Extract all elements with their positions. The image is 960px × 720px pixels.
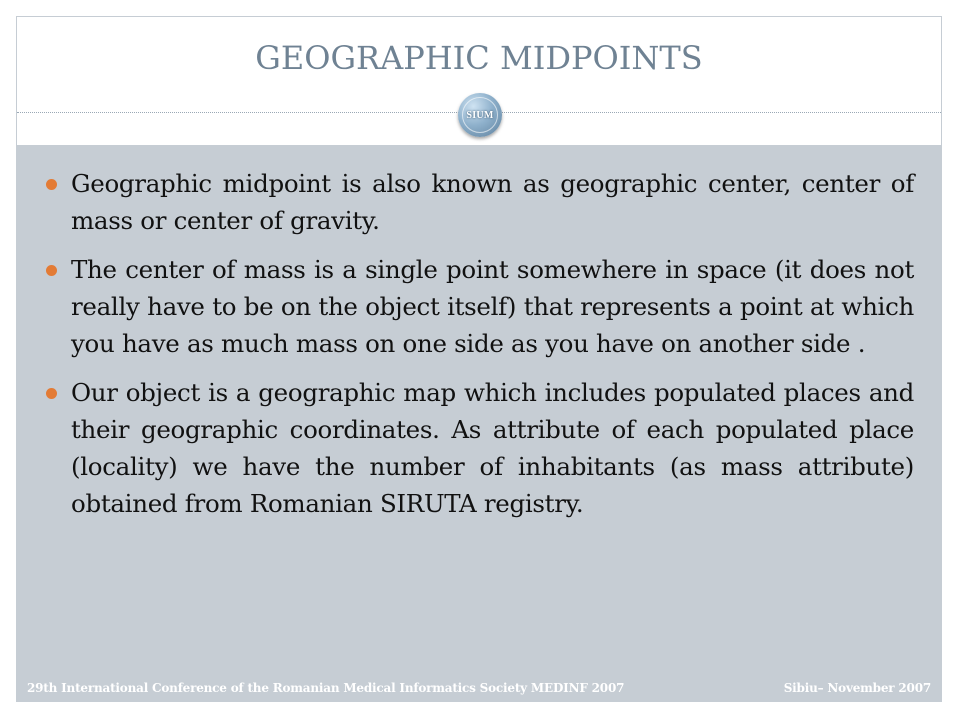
slide-title: GEOGRAPHIC MIDPOINTS: [255, 39, 703, 77]
footer-location-date: Sibiu– November 2007: [783, 681, 931, 695]
bullet-text: Our object is a geographic map which includes populated places and their geographic coordinates. As attribute of each populated place (locality) we have the number of inhabitants (as mass attribute) obtained from Romanian SIRUTA registry.: [71, 378, 914, 518]
bullet-item: [44, 374, 914, 522]
bullet-list: [44, 165, 914, 534]
footer-conference: 29th International Conference of the Romanian Medical Informatics Society MEDINF 2007: [27, 681, 625, 695]
footer-bar: [17, 676, 941, 702]
bullet-dot-icon: [46, 265, 57, 276]
bullet-text: The center of mass is a single point somewhere in space (it does not really have to be on the object itself) that represents a point at which you have as much mass on one side as you have on another side .: [71, 255, 914, 358]
sium-logo-badge: [458, 93, 502, 137]
badge-label: SIUM: [466, 109, 494, 121]
bullet-item: [44, 251, 914, 362]
bullet-item: [44, 165, 914, 239]
bullet-text: Geographic midpoint is also known as geographic center, center of mass or center of gravity.: [71, 169, 914, 235]
bullet-dot-icon: [46, 179, 57, 190]
bullet-dot-icon: [46, 388, 57, 399]
